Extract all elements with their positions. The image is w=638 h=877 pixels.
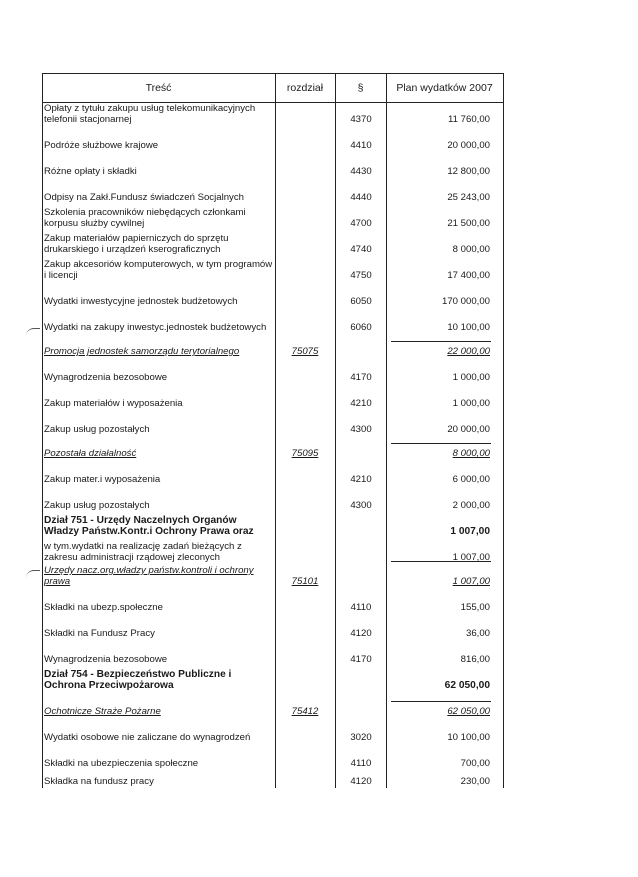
row-text: Wydatki osobowe nie zaliczane do wynagrodzeń: [44, 732, 251, 743]
row-amount: 20 000,00: [447, 424, 490, 435]
row-amount: 700,00: [460, 758, 490, 769]
row-amount: 155,00: [460, 602, 490, 613]
table-row: [42, 369, 504, 383]
row-paragraf: 6050: [350, 296, 372, 307]
row-amount: 816,00: [460, 654, 490, 665]
row-text: w tym.wydatki na realizację zadań bieżących z zakresu administracji rządowej zleconych: [44, 541, 242, 563]
table-row: [42, 445, 504, 459]
row-amount: 62 050,00: [447, 706, 490, 717]
row-text: Zakup akcesoriów komputerowych, w tym programów i licencji: [44, 259, 273, 281]
header-tresc: Treść: [145, 81, 172, 94]
row-text: Urzędy nacz.org.władzy państw.kontroli i ochrony prawa: [44, 565, 254, 587]
row-text: Dział 751 - Urzędy Naczelnych Organów Władzy Państw.Kontr.i Ochrony Prawa oraz: [44, 515, 254, 537]
margin-mark: [26, 328, 40, 337]
row-text: Zakup usług pozostałych: [44, 424, 150, 435]
row-amount: 62 050,00: [444, 680, 490, 691]
row-paragraf: 4430: [350, 166, 372, 177]
row-text: Pozostała działalność: [44, 448, 137, 459]
table-row: [42, 471, 504, 485]
row-text: Promocja jednostek samorządu terytorialnego: [44, 346, 240, 357]
row-paragraf: 4210: [350, 474, 372, 485]
row-text: Szkolenia pracowników niebędących członkami korpusu służby cywilnej: [44, 207, 246, 229]
row-paragraf: 4170: [350, 372, 372, 383]
row-amount: 12 800,00: [447, 166, 490, 177]
table-row: [42, 539, 504, 563]
row-text: Wydatki na zakupy inwestyc.jednostek budżetowych: [44, 322, 267, 333]
row-paragraf: 4110: [350, 602, 372, 613]
table-row: [42, 189, 504, 203]
row-text: Wynagrodzenia bezosobowe: [44, 654, 168, 665]
row-text: Zakup usług pozostałych: [44, 500, 150, 511]
table-row: [42, 729, 504, 743]
row-amount: 1 007,00: [450, 526, 490, 537]
row-rozdzial: 75075: [291, 346, 319, 357]
row-paragraf: 4300: [350, 424, 372, 435]
table-row: [42, 497, 504, 511]
row-amount: 17 400,00: [447, 270, 490, 281]
row-paragraf: 4410: [350, 140, 372, 151]
subtotal-underline: [391, 701, 491, 702]
budget-table: [42, 73, 504, 788]
table-row: [42, 651, 504, 665]
row-amount: 36,00: [465, 628, 490, 639]
table-row: [42, 395, 504, 409]
row-text: Składka na fundusz pracy: [44, 776, 154, 787]
row-paragraf: 4300: [350, 500, 372, 511]
table-row: [42, 625, 504, 639]
row-amount: 10 100,00: [447, 322, 490, 333]
table-row: [42, 163, 504, 177]
row-text: Opłaty z tytułu zakupu usług telekomunikacyjnych telefonii stacjonarnej: [44, 103, 256, 125]
row-amount: 8 000,00: [452, 244, 490, 255]
row-paragraf: 4210: [350, 398, 372, 409]
header-rozdzial: rozdział: [286, 81, 324, 94]
row-paragraf: 4370: [350, 114, 372, 125]
row-amount: 230,00: [460, 776, 490, 787]
row-rozdzial: 75101: [291, 576, 319, 587]
row-paragraf: 4120: [350, 776, 372, 787]
row-text: Podróże służbowe krajowe: [44, 140, 159, 151]
row-amount: 2 000,00: [452, 500, 490, 511]
subtotal-underline: [391, 561, 491, 562]
row-amount: 1 007,00: [452, 552, 490, 563]
row-paragraf: 4110: [350, 758, 372, 769]
table-row: [42, 137, 504, 151]
row-text: Odpisy na Zakł.Fundusz świadczeń Socjalnych: [44, 192, 244, 203]
table-row: [42, 257, 504, 281]
table-row: [42, 513, 504, 537]
row-amount: 21 500,00: [447, 218, 490, 229]
row-amount: 1 007,00: [452, 576, 490, 587]
row-amount: 25 243,00: [447, 192, 490, 203]
table-row: [42, 101, 504, 125]
table-row: [42, 205, 504, 229]
row-amount: 8 000,00: [452, 448, 490, 459]
subtotal-underline: [391, 443, 491, 444]
row-paragraf: 4740: [350, 244, 372, 255]
margin-mark: [26, 570, 40, 579]
row-paragraf: 6060: [350, 322, 372, 333]
row-amount: 10 100,00: [447, 732, 490, 743]
row-paragraf: 3020: [350, 732, 372, 743]
row-rozdzial: 75095: [291, 448, 319, 459]
row-text: Składki na ubezp.społeczne: [44, 602, 163, 613]
row-text: Składki na ubezpieczenia społeczne: [44, 758, 199, 769]
row-text: Dział 754 - Bezpieczeństwo Publiczne i Ochrona Przeciwpożarowa: [44, 669, 232, 691]
table-row: [42, 309, 504, 333]
subtotal-underline: [391, 341, 491, 342]
header-paragraf: §: [357, 81, 364, 94]
row-text: Zakup mater.i wyposażenia: [44, 474, 161, 485]
row-amount: 170 000,00: [441, 296, 490, 307]
table-row: [42, 231, 504, 255]
row-amount: 20 000,00: [447, 140, 490, 151]
table-row: [42, 773, 504, 787]
row-text: Wynagrodzenia bezosobowe: [44, 372, 168, 383]
row-paragraf: 4170: [350, 654, 372, 665]
row-amount: 1 000,00: [452, 372, 490, 383]
row-amount: 1 000,00: [452, 398, 490, 409]
row-text: Różne opłaty i składki: [44, 166, 137, 177]
row-amount: 6 000,00: [452, 474, 490, 485]
table-row: [42, 343, 504, 357]
table-row: [42, 703, 504, 717]
row-paragraf: 4750: [350, 270, 372, 281]
table-row: [42, 755, 504, 769]
row-amount: 11 760,00: [448, 114, 490, 125]
table-row: [42, 599, 504, 613]
row-amount: 22 000,00: [447, 346, 490, 357]
row-paragraf: 4700: [350, 218, 372, 229]
row-paragraf: 4440: [350, 192, 372, 203]
row-text: Ochotnicze Straże Pożarne: [44, 706, 161, 717]
row-text: Wydatki inwestycyjne jednostek budżetowych: [44, 296, 238, 307]
row-text: Składki na Fundusz Pracy: [44, 628, 155, 639]
table-row: [42, 293, 504, 307]
row-paragraf: 4120: [350, 628, 372, 639]
header-plan: Plan wydatków 2007: [396, 81, 493, 94]
table-row: [42, 421, 504, 435]
row-rozdzial: 75412: [291, 706, 319, 717]
row-text: Zakup materiałów i wyposażenia: [44, 398, 183, 409]
table-row: [42, 667, 504, 691]
row-text: Zakup materiałów papierniczych do sprzętu drukarskiego i urządzeń kserograficznych: [44, 233, 229, 255]
table-row: [42, 563, 504, 587]
